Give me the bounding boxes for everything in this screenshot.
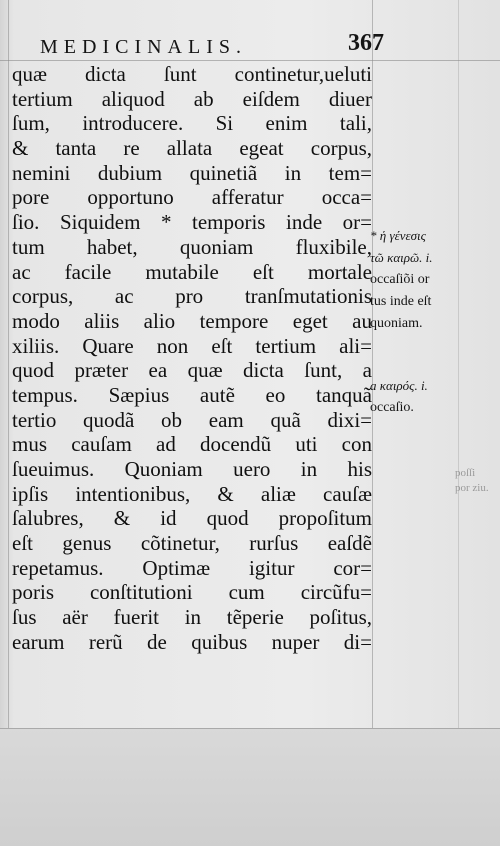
text-line: & tanta re allata egeat corpus, — [12, 136, 372, 161]
body-text — [12, 62, 372, 655]
text-line: tum habet, quoniam fluxibile, — [12, 234, 372, 259]
text-line: ac facile mutabile eſt mortale — [12, 259, 372, 284]
text-line: ipſis intentionibus, & aliæ cauſæ — [12, 481, 372, 506]
text-line: corpus, ac pro tranſmutationis — [12, 284, 372, 309]
text-line: modo aliis alio tempore eget au — [12, 308, 372, 333]
text-line: poris conſtitutioni cum circũfu= — [12, 580, 372, 605]
text-line: nemini dubium quinetiã in tem= — [12, 160, 372, 185]
text-line: eſt genus cõtinetur, rurſus eaſdẽ — [12, 531, 372, 556]
text-line: repetamus. Optimæ igitur cor= — [12, 555, 372, 580]
text-line: tertium aliquod ab eiſdem diuer — [12, 86, 372, 111]
bleed-through-text: poſſi — [455, 467, 476, 479]
margin-note: τῶ καιρῶ. i. — [370, 250, 433, 265]
page-number: 367 — [348, 30, 384, 56]
text-line: pore opportuno afferatur occa= — [12, 185, 372, 210]
margin-note: * ἡ γένεσις — [370, 228, 426, 243]
text-column-rule — [372, 0, 373, 846]
margin-note: a καιρός. i. — [370, 378, 428, 393]
margin-note: occaſiõi or — [370, 272, 430, 287]
blank-lower-area — [0, 728, 500, 846]
text-line: ſalubres, & id quod propoſitum — [12, 506, 372, 531]
header-rule — [0, 60, 500, 61]
text-line: tertio quodã ob eam quã dixi= — [12, 407, 372, 432]
left-margin-rule — [8, 0, 9, 846]
text-line: mus cauſam ad docendũ uti con — [12, 432, 372, 457]
footer-rule — [0, 728, 500, 729]
text-line: ſio. Siquidem * temporis inde or= — [12, 210, 372, 235]
outer-margin-rule — [458, 0, 459, 846]
text-line: earum rerũ de quibus nuper di= — [12, 629, 372, 654]
text-line: ſum, introducere. Si enim tali, — [12, 111, 372, 136]
text-line: tempus. Sæpius autẽ eo tanquã — [12, 382, 372, 407]
text-line: quod præter ea quæ dicta ſunt, a — [12, 358, 372, 383]
text-line: quæ dicta ſunt continetur,ueluti — [12, 62, 372, 86]
margin-note: tus inde eſt — [370, 294, 432, 309]
text-line: ſus aër fuerit in tẽperie poſitus, — [12, 605, 372, 630]
bleed-through-text: por ziu. — [455, 482, 489, 494]
margin-note: occaſio. — [370, 400, 414, 415]
text-line: xiliis. Quare non eſt tertium ali= — [12, 333, 372, 358]
text-line: ſueuimus. Quoniam uero in his — [12, 457, 372, 481]
running-head: MEDICINALIS. — [40, 36, 247, 58]
margin-note: quoniam. — [370, 316, 423, 331]
